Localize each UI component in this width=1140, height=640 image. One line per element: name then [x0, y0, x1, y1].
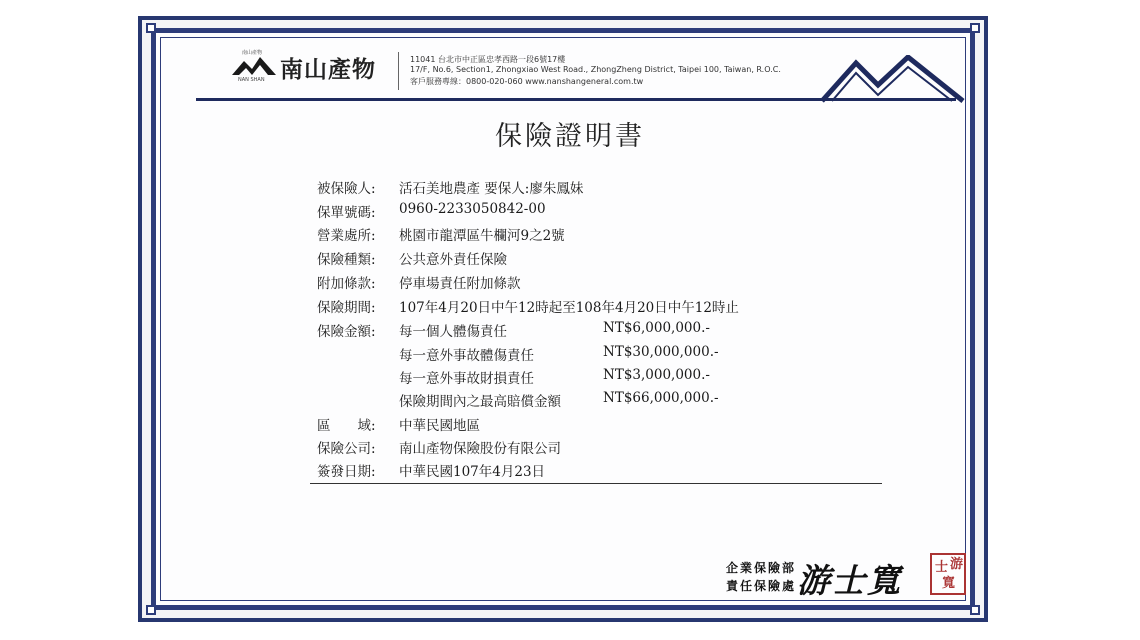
field-value: 0960-2233050842-00 [399, 201, 546, 217]
signature-department-line2: 責任保險處 [726, 579, 797, 593]
service-line: 客戶服務專線：0800-020-060 www.nanshangeneral.com.tw [410, 77, 644, 86]
company-logo [230, 47, 380, 91]
red-seal-stamp [930, 553, 966, 595]
address-chinese: 11041 台北市中正區忠孝西路一段6號17樓 [410, 55, 566, 64]
coverage-item-amount: NT$66,000,000.- [603, 390, 719, 406]
corner-ornament-top-right [970, 23, 980, 33]
content-bottom-rule [310, 483, 882, 484]
field-label: 保險期間: [317, 300, 376, 316]
field-label: 保險公司: [317, 441, 376, 457]
coverage-item-amount: NT$6,000,000.- [603, 320, 710, 336]
logo-top-text: 南山產物 [242, 50, 263, 56]
coverage-item-name: 每一意外事故財損責任 [399, 371, 534, 387]
corner-ornament-top-left [146, 23, 156, 33]
mountain-emblem-icon [820, 55, 965, 103]
seal-glyph: 寬 [942, 576, 956, 591]
field-label: 被保險人: [317, 181, 376, 197]
handwritten-signature: 游士寬 [797, 561, 902, 600]
coverage-item-amount: NT$30,000,000.- [603, 344, 719, 360]
coverage-label: 保險金額: [317, 324, 376, 340]
seal-glyph: 游 [950, 557, 964, 572]
header-rule [196, 98, 956, 101]
field-value: 南山產物保險股份有限公司 [399, 441, 561, 457]
coverage-item-name: 每一個人體傷責任 [399, 324, 507, 340]
seal-glyph: 士 [935, 560, 949, 575]
corner-ornament-bottom-left [146, 605, 156, 615]
corner-ornament-bottom-right [970, 605, 980, 615]
field-value: 活石美地農產 要保人:廖朱鳳妹 [399, 181, 584, 197]
document-title: 保險證明書 [495, 121, 645, 152]
header-divider [398, 52, 399, 90]
address-english: 17/F, No.6, Section1, Zhongxiao West Road., ZhongZheng District, Taipei 100, Taiwan, R.O.C. [410, 65, 781, 74]
field-value: 桃園市龍潭區牛欄河9之2號 [399, 228, 565, 244]
field-value: 公共意外責任保險 [399, 252, 507, 268]
field-value: 中華民國地區 [399, 418, 480, 434]
field-value: 停車場責任附加條款 [399, 276, 521, 292]
field-label: 區 域: [317, 418, 376, 434]
field-label: 保單號碼: [317, 205, 376, 221]
field-value: 107年4月20日中午12時起至108年4月20日中午12時止 [399, 300, 739, 316]
field-label: 營業處所: [317, 228, 376, 244]
field-label: 附加條款: [317, 276, 376, 292]
coverage-item-name: 保險期間內之最高賠償金額 [399, 394, 561, 410]
coverage-item-name: 每一意外事故體傷責任 [399, 348, 534, 364]
field-label: 簽發日期: [317, 464, 376, 480]
coverage-item-amount: NT$3,000,000.- [603, 367, 710, 383]
field-label: 保險種類: [317, 252, 376, 268]
signature-department-line1: 企業保險部 [726, 561, 797, 575]
company-name: 南山產物 [280, 57, 376, 83]
field-value: 中華民國107年4月23日 [399, 464, 546, 480]
logo-small-text: NAN SHAN [238, 77, 265, 83]
